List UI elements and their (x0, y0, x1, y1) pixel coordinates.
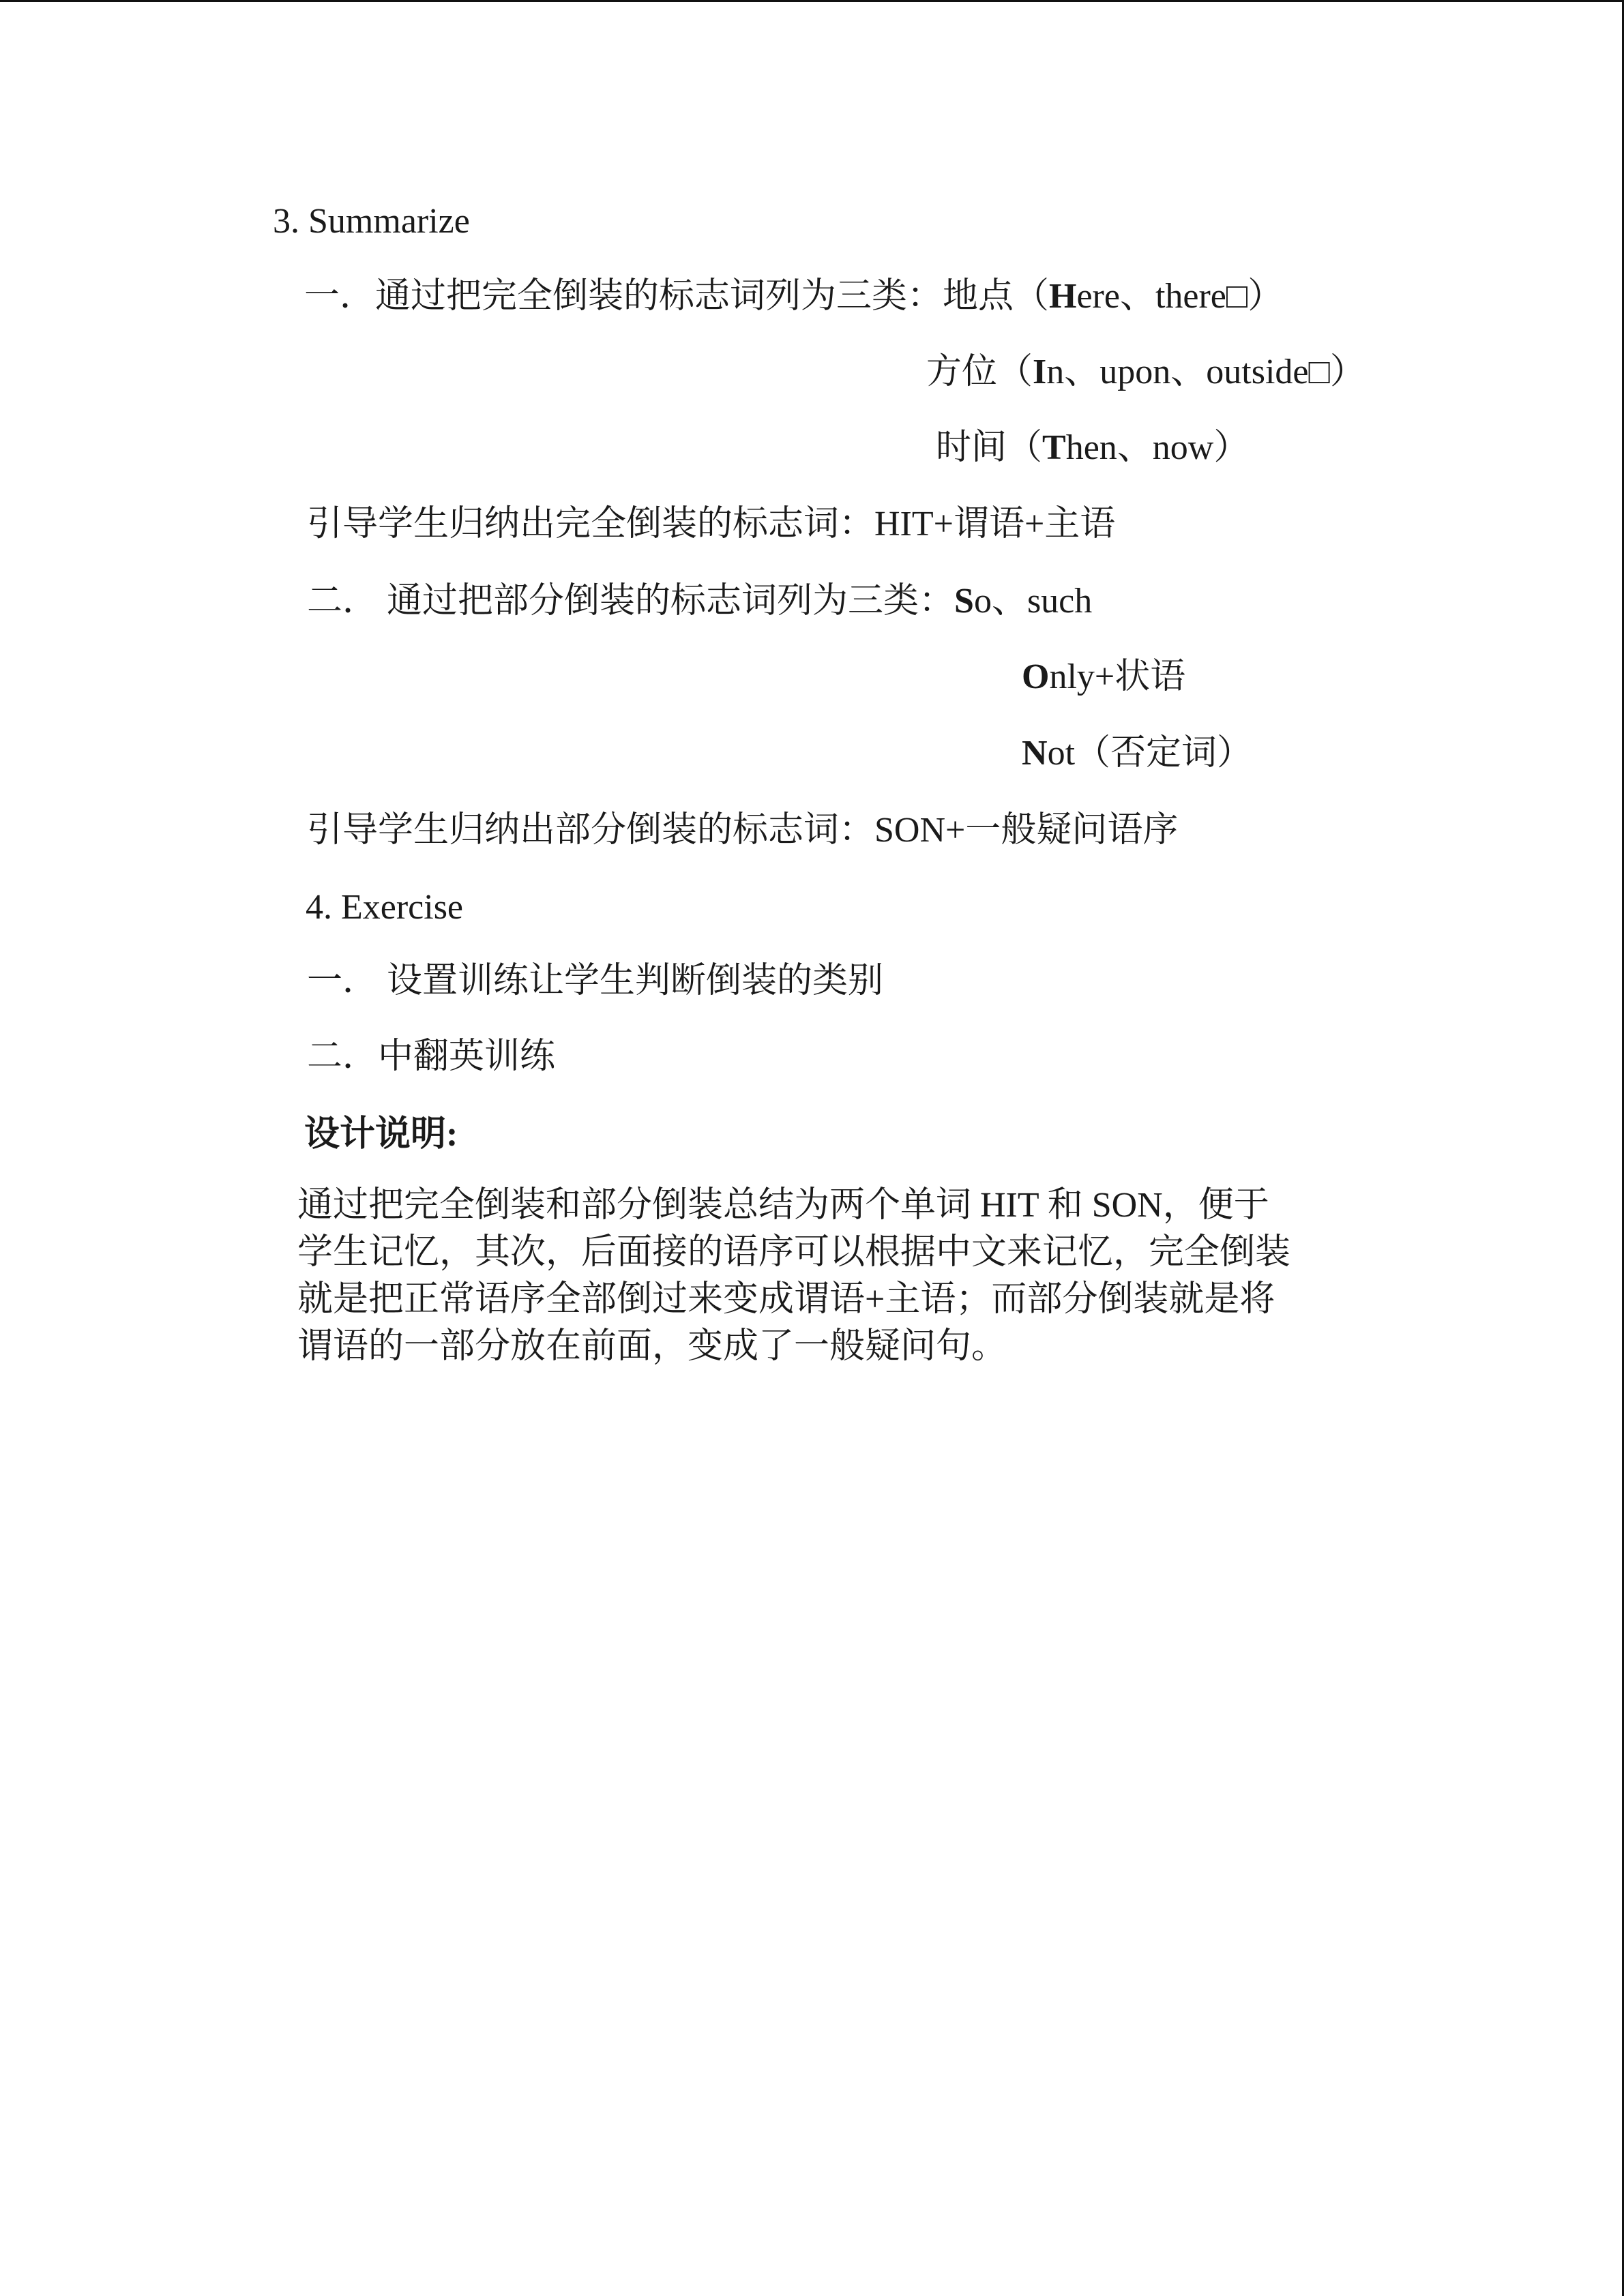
direction-label: 方位（ (926, 353, 1033, 391)
exercise-item-2: 二．中翻英训练 (307, 1037, 556, 1076)
partial-inversion-item (307, 580, 1092, 623)
partial-inversion-prefix: 二． 通过把部分倒装的标志词列为三类： (307, 582, 955, 621)
design-notes-paragraph (297, 1182, 1389, 1370)
keyword-t: T (1042, 428, 1066, 467)
design-notes-title: 设计说明: (304, 1115, 458, 1154)
design-notes-line: 通过把完全倒装和部分倒装总结为两个单词 HIT 和 SON，便于 (297, 1186, 1269, 1225)
partial-inversion-conclusion: 引导学生归纳出部分倒装的标志词：SON+一般疑问语序 (307, 811, 1179, 850)
not-line (1022, 732, 1252, 775)
exercise-item-1: 一． 设置训练让学生判断倒装的类别 (307, 961, 884, 1000)
design-notes-line: 就是把正常语序全部倒过来变成谓语+主语；而部分倒装就是将 (297, 1280, 1275, 1319)
keyword-s: S (954, 582, 974, 621)
place-words: ere、there□） (1076, 277, 1284, 316)
keyword-h: H (1049, 277, 1077, 316)
summarize-heading: 3. Summarize (273, 202, 470, 241)
complete-inversion-item (304, 275, 1283, 318)
not-words: ot（否定词） (1047, 734, 1253, 773)
keyword-i: I (1033, 353, 1047, 391)
keyword-n: N (1022, 734, 1048, 773)
exercise-heading: 4. Exercise (306, 888, 464, 927)
so-such-words: o、such (973, 582, 1093, 621)
direction-words: n、upon、outside□） (1046, 353, 1365, 391)
design-notes-line: 谓语的一部分放在前面，变成了一般疑问句。 (297, 1327, 1007, 1366)
keyword-o: O (1022, 657, 1050, 696)
direction-line (926, 351, 1365, 394)
only-words: nly+状语 (1049, 657, 1186, 696)
time-label: 时间（ (936, 428, 1043, 467)
complete-inversion-prefix: 一．通过把完全倒装的标志词列为三类：地点（ (304, 277, 1050, 316)
time-words: hen、now） (1065, 428, 1250, 467)
time-line (936, 426, 1249, 470)
complete-inversion-conclusion: 引导学生归纳出完全倒装的标志词：HIT+谓语+主语 (307, 505, 1116, 543)
only-line (1022, 655, 1185, 699)
design-notes-line: 学生记忆，其次，后面接的语序可以根据中文来记忆，完全倒装 (297, 1233, 1291, 1272)
